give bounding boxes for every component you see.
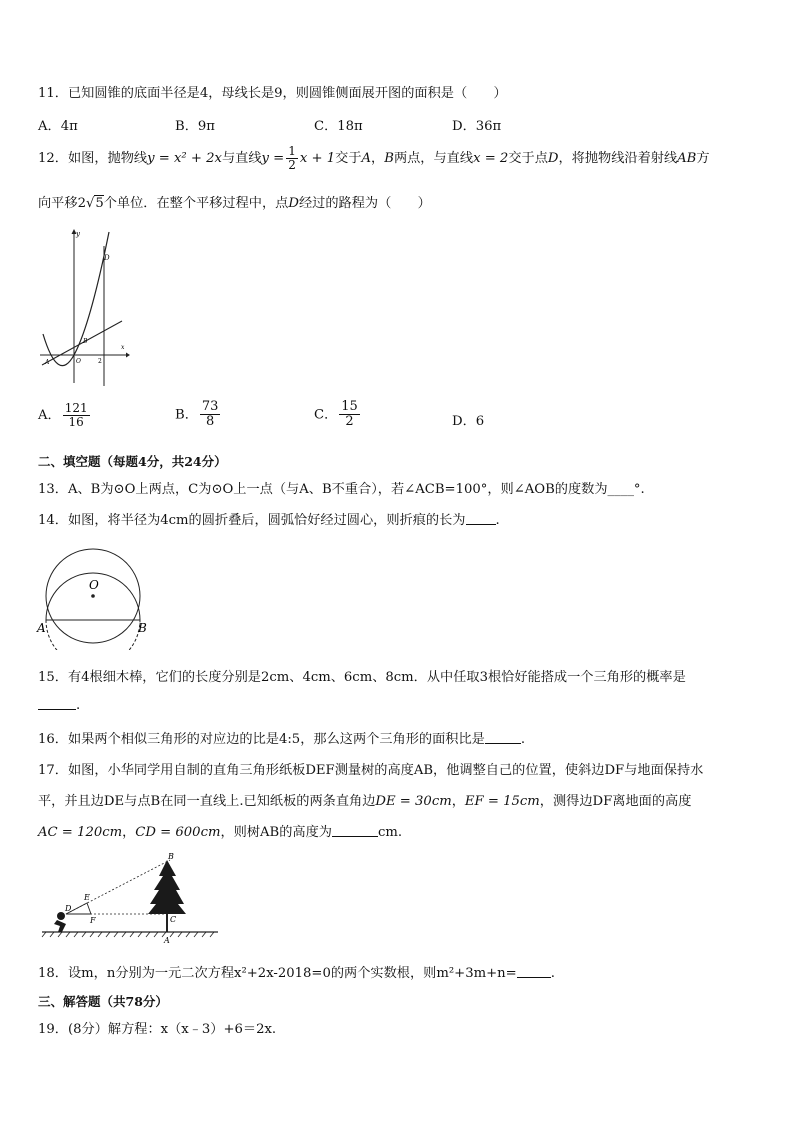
- option-label: B．: [175, 407, 198, 423]
- label-x: x: [121, 344, 125, 351]
- point-a: A: [361, 151, 372, 167]
- q17-text: 平，并且边DE与点B在同一直线上.已知纸板的两条直角边: [38, 794, 376, 809]
- value-ac: AC = 120cm: [38, 825, 123, 840]
- answer-blank: [332, 824, 378, 837]
- q12-graph-figure: [36, 226, 130, 386]
- question-16: [38, 728, 525, 747]
- question-12-line2: 向平移2√5个单位．在整个平移过程中，点D经过的路程为（ ）: [38, 196, 431, 211]
- q12-text: 个单位．在整个平移过程中，点: [103, 196, 289, 211]
- q11-option-d: D．36π: [452, 119, 502, 134]
- q14-text: 14．如图，将半径为4cm的圆折叠后，圆弧恰好经过圆心，则折痕的长为: [38, 513, 466, 528]
- q16-text: 16．如果两个相似三角形的对应边的比是4:5，那么这两个三角形的面积比是: [38, 732, 485, 747]
- q12-line-eq: x + 1: [299, 151, 336, 167]
- q18-text: .: [550, 966, 555, 981]
- value-de: DE = 30cm: [375, 794, 452, 809]
- label-b: B: [168, 852, 174, 861]
- q12-text: 经过的路程为（ ）: [298, 196, 431, 211]
- q12-text: 12．如图，抛物线: [38, 151, 148, 167]
- q12-vertical-line-eq: x = 2: [473, 151, 509, 167]
- option-label: C．: [314, 407, 338, 423]
- fraction-numerator: 73: [201, 399, 219, 414]
- label-o: O: [76, 358, 81, 365]
- fraction-numerator: 121: [64, 401, 88, 415]
- q12-text: ，: [371, 151, 385, 167]
- option-fraction: [200, 400, 221, 430]
- label-b: B: [138, 621, 147, 635]
- q12-fraction: [286, 145, 298, 172]
- q12-text: 交于: [335, 151, 362, 167]
- q11-option-b: B．9π: [175, 119, 215, 134]
- question-12-line1: [38, 145, 710, 172]
- q15-text: .: [76, 698, 81, 713]
- label-o: O: [89, 578, 99, 592]
- label-c: C: [170, 915, 177, 924]
- q12-text: 交于点: [508, 151, 548, 167]
- q12-option-d: D．6: [452, 414, 485, 429]
- coefficient: 2: [77, 196, 86, 211]
- label-d: D: [104, 254, 110, 262]
- point-b: B: [384, 151, 394, 167]
- person-head-icon: [57, 912, 65, 920]
- point-d: D: [547, 151, 559, 167]
- option-fraction: [63, 402, 90, 429]
- label-a: A: [37, 621, 46, 635]
- q12-parabola-eq: y = x² + 2x: [147, 151, 222, 167]
- value-ef: EF = 15cm: [464, 794, 540, 809]
- q18-text: 18．设m，n分别为一元二次方程x²+2x-2018=0的两个实数根，则m²+3m+n=: [38, 966, 517, 981]
- q17-text: cm.: [378, 825, 403, 840]
- question-19: 19．(8分）解方程：x（x﹣3）+6＝2x.: [38, 1022, 277, 1037]
- q17-tree-figure: [40, 850, 220, 946]
- q11-option-c: C．18π: [314, 119, 363, 134]
- fraction-denominator: 2: [345, 414, 354, 430]
- q12-text: 两点，与直线: [393, 151, 474, 167]
- q17-text: ，: [122, 825, 136, 840]
- label-y: y: [76, 230, 80, 238]
- q12-text: ，将抛物线沿着射线: [558, 151, 678, 167]
- label-d: D: [65, 904, 72, 913]
- fraction-numerator: 15: [341, 399, 358, 414]
- ground-hatch: [42, 932, 214, 937]
- radicand: 5: [95, 196, 104, 211]
- q16-text: .: [520, 732, 526, 747]
- line-ab: [42, 321, 122, 365]
- q17-text: ，: [451, 794, 465, 809]
- q12-text: 方: [696, 151, 710, 167]
- label-b: B: [83, 338, 88, 345]
- original-arc: [46, 620, 140, 650]
- question-11: 11．已知圆锥的底面半径是4，母线长是9，则圆锥侧面展开图的面积是（ ）: [38, 86, 507, 101]
- q12-option-b: [175, 400, 222, 430]
- question-17-line3: [38, 821, 402, 840]
- option-label: A．: [38, 408, 61, 424]
- question-13: 13．A、B为⊙O上两点，C为⊙O上一点（与A、B不重合），若∠ACB=100°，则∠AOB的度数为____°.: [38, 482, 645, 497]
- q11-option-a: A．4π: [38, 119, 78, 134]
- q12-text: 与直线: [221, 151, 262, 167]
- parabola: [43, 232, 109, 366]
- label-2: 2: [98, 358, 102, 365]
- x-arrow-icon: [126, 353, 130, 358]
- question-15: 15．有4根细木棒，它们的长度分别是2cm、4cm、6cm、8cm．从中任取3根恰好能搭成一个三角形的概率是: [38, 670, 686, 685]
- question-17-line2: [38, 790, 691, 809]
- question-15-line2: [38, 697, 80, 713]
- person-body-icon: [54, 920, 66, 932]
- option-fraction: [339, 400, 360, 430]
- section-fill-in-heading: 二、填空题（每题4分，共24分）: [38, 454, 227, 469]
- section-solve-heading: 三、解答题（共78分）: [38, 994, 168, 1009]
- answer-blank: [466, 512, 496, 525]
- q12-line-eq: y =: [261, 151, 285, 167]
- q12-text: 向平移: [38, 196, 78, 211]
- label-a: A: [45, 359, 50, 366]
- q17-text: ，测得边DF离地面的高度: [539, 794, 692, 809]
- question-18: [38, 962, 555, 981]
- value-cd: CD = 600cm: [135, 825, 221, 840]
- answer-blank: [485, 731, 521, 744]
- fraction-denominator: 16: [68, 415, 84, 430]
- q12-option-c: [314, 400, 362, 430]
- fraction-denominator: 8: [206, 414, 215, 430]
- fraction-numerator: 1: [288, 144, 296, 158]
- q14-text: .: [495, 513, 500, 528]
- answer-blank: [38, 697, 76, 710]
- center-point: [91, 594, 95, 598]
- ray-ab: AB: [677, 151, 697, 167]
- question-14: [38, 509, 500, 528]
- tree-icon: [148, 860, 186, 914]
- q12-option-a: [38, 402, 92, 429]
- q14-circle-figure: [34, 540, 154, 650]
- label-e: E: [84, 893, 90, 902]
- label-f: F: [90, 916, 96, 925]
- label-a: A: [164, 936, 170, 945]
- fraction-denominator: 2: [288, 158, 296, 173]
- q17-text: ，则树AB的高度为: [220, 825, 332, 840]
- point-d: D: [288, 196, 299, 211]
- question-17-line1: 17．如图，小华同学用自制的直角三角形纸板DEF测量树的高度AB，他调整自己的位置，使斜边DF与地面保持水: [38, 763, 704, 778]
- answer-blank: [517, 965, 551, 978]
